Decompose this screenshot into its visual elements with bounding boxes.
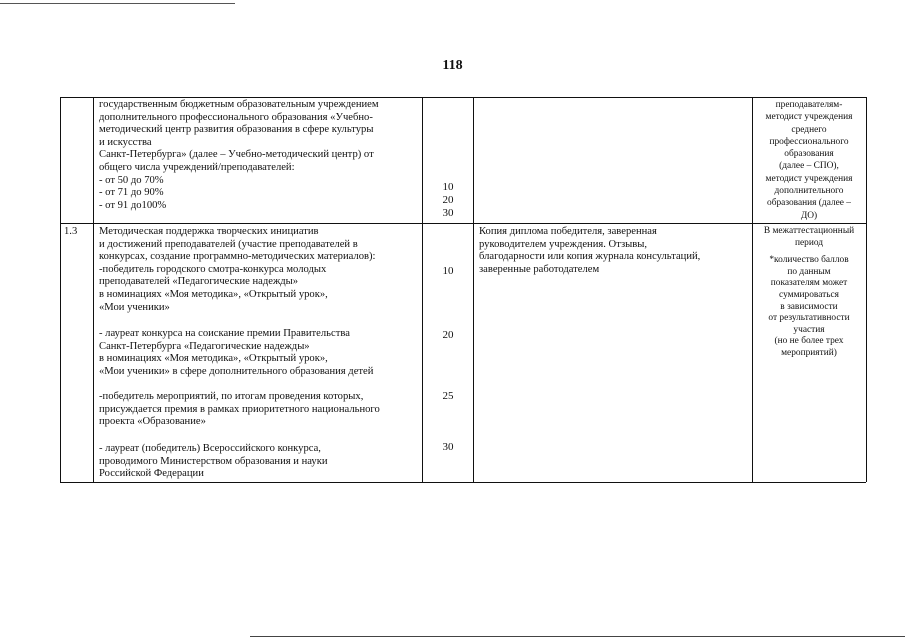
confirmation-line: руководителем учреждения. Отзывы, [479,238,648,250]
note-line: по данным [787,266,831,277]
row2-criteria-block [99,226,417,314]
points-value: 30 [442,207,454,219]
column-divider-criteria [422,97,423,482]
criteria-line: государственным бюджетным образовательным учреждением [99,99,379,110]
points-value: 10 [442,265,454,277]
page-number: 118 [442,58,463,73]
column-divider-number [93,97,94,482]
criteria-line: - от 71 до 90% [99,187,164,199]
column-divider-confirmation [752,97,753,482]
note-line: дополнительного [774,186,844,197]
criteria-line: конкурсах, создание программно-методических материалов): [99,251,376,263]
note-line: (далее – СПО), [779,161,839,172]
criteria-line: преподавателей «Педагогические надежды» [99,276,299,288]
note-line: преподавателям- [775,100,843,110]
points-value: 25 [442,390,454,402]
confirmation-line: благодарности или копия журнала консультаций, [479,251,701,263]
note-line: показателям может [770,278,848,289]
note-line: суммироваться [779,289,839,300]
criteria-line: Санкт-Петербурга» (далее – Учебно-методический центр) от [99,149,374,161]
row2-criteria-block [99,391,417,429]
points-value: 20 [442,194,454,206]
criteria-line: проводимого Министерством образования и науки [99,455,328,467]
note-line: методист учреждения [765,173,853,184]
criteria-line: Санкт-Петербурга «Педагогические надежды» [99,340,310,352]
criteria-line: -победитель мероприятий, по итогам проведения которых, [99,391,364,402]
note-line: (но не более трех [774,336,844,347]
note-line: участия [793,324,825,335]
criteria-line: Методическая поддержка творческих инициатив [99,226,319,237]
points-value: 30 [442,441,454,453]
table-border-bottom [60,482,866,483]
row2-criteria-block [99,443,417,481]
criteria-line: «Мои ученики» [99,301,170,313]
note-line: образования [784,149,834,160]
criteria-line: присуждается премия в рамках приоритетного национального [99,403,380,415]
note-line: среднего [791,124,827,135]
row2-note-cell [755,226,863,360]
table-border-top [60,97,866,98]
criteria-line: и искусства [99,136,152,148]
criteria-line: «Мои ученики» в сфере дополнительного образования детей [99,365,374,377]
table-border-left [60,97,61,482]
note-line: ДО) [800,210,818,221]
criteria-line: - лауреат конкурса на соискание премии Правительства [99,328,350,339]
row2-criteria-block [99,328,417,378]
column-divider-points [473,97,474,482]
note-line: профессионального [769,136,849,147]
table-border-right [866,97,867,482]
confirmation-line: Копия диплома победителя, заверенная [479,226,657,237]
points-value: 10 [442,181,454,193]
note-line: в зависимости [780,301,838,312]
note-line: *количество баллов [769,255,849,266]
row2-number: 1.3 [64,226,78,237]
note-line: от результативности [768,313,850,324]
note-line: В межаттестационный [763,226,855,236]
criteria-line: в номинациях «Моя методика», «Открытый урок», [99,288,328,300]
note-line: период [794,237,824,248]
criteria-line: проекта «Образование» [99,416,206,428]
criteria-line: Российской Федерации [99,468,204,480]
row1-criteria-cell [99,99,417,212]
criteria-line: дополнительного профессионального образования «Учебно- [99,111,373,123]
criteria-line: - от 50 до 70% [99,174,164,186]
note-line: образования (далее – [767,198,851,209]
confirmation-line: заверенные работодателем [479,263,600,275]
note-line: методист учреждения [765,112,853,123]
criteria-line: - лауреат (победитель) Всероссийского конкурса, [99,443,321,454]
criteria-line: в номинациях «Моя методика», «Открытый урок», [99,353,328,365]
criteria-line: общего числа учреждений/преподавателей: [99,161,295,173]
criteria-line: -победитель городского смотра-конкурса молодых [99,263,327,275]
row2-confirmation-cell [479,226,748,276]
criteria-line: методический центр развития образования в сфере культуры [99,124,374,136]
note-line: мероприятий) [781,347,837,358]
row1-note-cell [755,99,863,222]
points-value: 20 [442,329,454,341]
criteria-line: и достижений преподавателей (участие преподавателей в [99,238,358,250]
criteria-line: - от 91 до100% [99,199,167,211]
row-divider [60,223,866,224]
